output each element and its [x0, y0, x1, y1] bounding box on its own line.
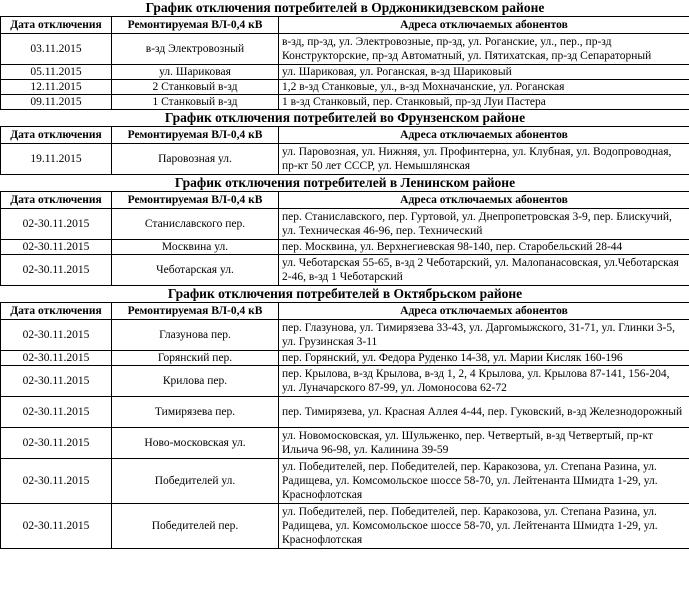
- header-date: Дата отключения: [1, 192, 112, 209]
- row-line: Паровозная ул.: [112, 144, 279, 175]
- table-header-row: [1, 192, 689, 209]
- row-date: 02-30.11.2015: [1, 209, 112, 240]
- header-date: Дата отключения: [1, 303, 112, 320]
- header-addresses: Адреса отключаемых абонентов: [279, 192, 689, 209]
- row-addresses: ул. Новомосковская, ул. Шульженко, пер. Четвертый, в-зд Четвертый, пр-кт Ильича 96-98, ул. Калинина 39-59: [279, 428, 689, 459]
- section-title-row: [1, 0, 689, 17]
- table-header-row: [1, 127, 689, 144]
- table-header-row: [1, 17, 689, 34]
- header-date: Дата отключения: [1, 17, 112, 34]
- table-row: [1, 428, 689, 459]
- row-line: Победителей ул.: [112, 459, 279, 504]
- row-date: 12.11.2015: [1, 80, 112, 95]
- header-addresses: Адреса отключаемых абонентов: [279, 303, 689, 320]
- table-row: [1, 65, 689, 80]
- header-line: Ремонтируемая ВЛ-0,4 кВ: [112, 17, 279, 34]
- header-line: Ремонтируемая ВЛ-0,4 кВ: [112, 192, 279, 209]
- table-row: [1, 320, 689, 351]
- row-date: 02-30.11.2015: [1, 504, 112, 549]
- row-line: 2 Станковый в-зд: [112, 80, 279, 95]
- row-date: 03.11.2015: [1, 34, 112, 65]
- table-row: [1, 209, 689, 240]
- section-title: График отключения потребителей в Орджоникидзевском районе: [1, 0, 689, 17]
- table-row: [1, 95, 689, 110]
- row-addresses: 1 в-зд Станковый, пер. Станковый, пр-зд Луи Пастера: [279, 95, 689, 110]
- row-date: 02-30.11.2015: [1, 255, 112, 286]
- row-line: в-зд Электровозный: [112, 34, 279, 65]
- table-row: [1, 459, 689, 504]
- row-addresses: ул. Победителей, пер. Победителей, пер. Каракозова, ул. Степана Разина, ул. Радищева, ул. Комсомольское шоссе 58-70, ул. Лейтенанта Шмидта 1-29, ул. Краснофлотская: [279, 504, 689, 549]
- row-line: Глазунова пер.: [112, 320, 279, 351]
- section-title: График отключения потребителей в Ленинском районе: [1, 175, 689, 192]
- header-addresses: Адреса отключаемых абонентов: [279, 17, 689, 34]
- table-row: [1, 397, 689, 428]
- header-line: Ремонтируемая ВЛ-0,4 кВ: [112, 127, 279, 144]
- row-addresses: пер. Станиславского, пер. Гуртовой, ул. Днепропетровская 3-9, пер. Блискучий, ул. Техническая 46-96, пер. Технический: [279, 209, 689, 240]
- row-addresses: ул. Паровозная, ул. Нижняя, ул. Профинтерна, ул. Клубная, ул. Водопроводная, пр-кт 50 лет СССР, ул. Немышлянская: [279, 144, 689, 175]
- row-line: Чеботарская ул.: [112, 255, 279, 286]
- row-addresses: 1,2 в-зд Станковые, ул., в-зд Мохначанские, ул. Роганская: [279, 80, 689, 95]
- row-addresses: пер. Горянский, ул. Федора Руденко 14-38, ул. Марии Кисляк 160-196: [279, 351, 689, 366]
- row-date: 02-30.11.2015: [1, 320, 112, 351]
- section-title: График отключения потребителей в Октябрьском районе: [1, 286, 689, 303]
- row-addresses: пер. Глазунова, ул. Тимирязева 33-43, ул. Даргомыжского, 31-71, ул. Глинки 3-5, ул. Грузинская 3-11: [279, 320, 689, 351]
- row-date: 09.11.2015: [1, 95, 112, 110]
- table-row: [1, 34, 689, 65]
- row-date: 02-30.11.2015: [1, 366, 112, 397]
- row-addresses: ул. Победителей, пер. Победителей, пер. Каракозова, ул. Степана Разина, ул. Радищева, ул. Комсомольское шоссе 58-70, ул. Лейтенанта Шмидта 1-29, ул. Краснофлотская: [279, 459, 689, 504]
- table-row: [1, 351, 689, 366]
- row-date: 05.11.2015: [1, 65, 112, 80]
- section-title-row: [1, 110, 689, 127]
- section-title-row: [1, 286, 689, 303]
- row-date: 02-30.11.2015: [1, 459, 112, 504]
- row-addresses: пер. Тимирязева, ул. Красная Аллея 4-44, пер. Гуковский, в-зд Железнодорожный: [279, 397, 689, 428]
- section-title: График отключения потребителей во Фрунзенском районе: [1, 110, 689, 127]
- row-addresses: пер. Крылова, в-зд Крылова, в-зд 1, 2, 4 Крылова, ул. Крылова 87-141, 156-204, ул. Луначарского 87-99, ул. Ломоносова 62-72: [279, 366, 689, 397]
- row-line: Крилова пер.: [112, 366, 279, 397]
- header-line: Ремонтируемая ВЛ-0,4 кВ: [112, 303, 279, 320]
- table-row: [1, 366, 689, 397]
- row-date: 02-30.11.2015: [1, 351, 112, 366]
- table-row: [1, 504, 689, 549]
- table-header-row: [1, 303, 689, 320]
- row-date: 02-30.11.2015: [1, 240, 112, 255]
- row-addresses: пер. Москвина, ул. Верхнегиевская 98-140, пер. Старобельский 28-44: [279, 240, 689, 255]
- row-line: Москвина ул.: [112, 240, 279, 255]
- row-date: 02-30.11.2015: [1, 428, 112, 459]
- row-date: 02-30.11.2015: [1, 397, 112, 428]
- row-addresses: ул. Шариковая, ул. Роганская, в-зд Шариковый: [279, 65, 689, 80]
- section-title-row: [1, 175, 689, 192]
- row-date: 19.11.2015: [1, 144, 112, 175]
- row-line: ул. Шариковая: [112, 65, 279, 80]
- row-line: Ново-московская ул.: [112, 428, 279, 459]
- row-line: Горянский пер.: [112, 351, 279, 366]
- header-addresses: Адреса отключаемых абонентов: [279, 127, 689, 144]
- row-addresses: в-зд, пр-зд, ул. Электровозные, пр-зд, ул. Роганские, ул., пер., пр-зд Конструкторские, пр-зд Автоматный, ул. Пятихатская, пр-зд Сепараторный: [279, 34, 689, 65]
- row-line: Тимирязева пер.: [112, 397, 279, 428]
- table-row: [1, 144, 689, 175]
- table-row: [1, 255, 689, 286]
- row-line: Станиславского пер.: [112, 209, 279, 240]
- header-date: Дата отключения: [1, 127, 112, 144]
- row-line: 1 Станковый в-зд: [112, 95, 279, 110]
- table-row: [1, 240, 689, 255]
- row-addresses: ул. Чеботарская 55-65, в-зд 2 Чеботарский, ул. Малопанасовская, ул.Чеботарская 2-46, в-зд 1 Чеботарский: [279, 255, 689, 286]
- row-line: Победителей пер.: [112, 504, 279, 549]
- table-row: [1, 80, 689, 95]
